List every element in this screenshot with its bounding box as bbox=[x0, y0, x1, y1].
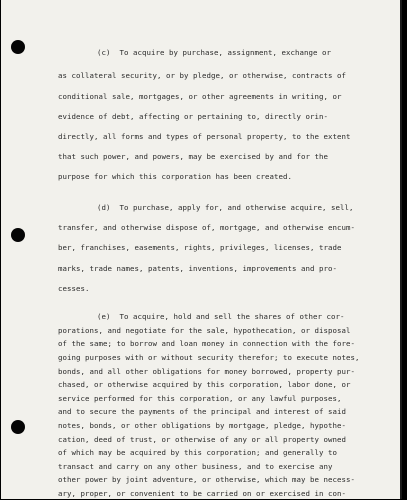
text-line: and to secure the payments of the principal and interest of said bbox=[58, 407, 346, 417]
text-line: purpose for which this corporation has been created. bbox=[58, 172, 292, 181]
text-line: chased, or otherwise acquired by this corporation, labor done, or bbox=[58, 380, 351, 390]
text-line: service performed for this corporation, or any lawful purposes, bbox=[58, 393, 342, 403]
text-line: (e) To acquire, hold and sell the shares of other cor- bbox=[97, 312, 345, 321]
text-line: cation, deed of trust, or otherwise of any or all property owned bbox=[58, 434, 346, 444]
text-line: transact and carry on any other business, and to exercise any bbox=[58, 461, 333, 471]
text-line: of which may be acquired by this corporation; and generally to bbox=[58, 448, 337, 458]
text-line: marks, trade names, patents, inventions, improvements and pro- bbox=[58, 264, 337, 273]
text-line: that such power, and powers, may be exercised by and for the bbox=[58, 152, 328, 161]
text-line: transfer, and otherwise dispose of, mortgage, and otherwise encum- bbox=[58, 223, 355, 232]
text-line: ary, proper, or convenient to be carried on or exercised in con- bbox=[58, 489, 346, 498]
text-line: notes, bonds, or other obligations by mortgage, pledge, hypothe- bbox=[58, 420, 346, 430]
text-line: directly, all forms and types of personal property, to the extent bbox=[58, 132, 351, 141]
text-line: (c) To acquire by purchase, assignment, exchange or bbox=[97, 48, 331, 57]
text-line: other power by joint adventure, or otherwise, which may be necess- bbox=[58, 475, 355, 485]
text-line: as collateral security, or by pledge, or otherwise, contracts of bbox=[58, 71, 346, 80]
punch-hole-bottom bbox=[11, 420, 25, 434]
text-line: conditional sale, mortgages, or other agreements in writing, or bbox=[58, 92, 342, 101]
text-line: porations, and negotiate for the sale, hypothecation, or disposal bbox=[58, 325, 351, 335]
text-line: of the same; to borrow and loan money in connection with the fore- bbox=[58, 339, 355, 349]
punch-hole-top bbox=[11, 40, 25, 54]
document-page bbox=[1, 0, 402, 499]
text-line: going purposes with or without security therefor; to execute notes, bbox=[58, 352, 360, 362]
punch-hole-middle bbox=[11, 228, 25, 242]
text-line: evidence of debt, affecting or pertaining to, directly orin- bbox=[58, 112, 328, 121]
text-line: bonds, and all other obligations for money borrowed, property pur- bbox=[58, 366, 355, 376]
text-line: (d) To purchase, apply for, and otherwise acquire, sell, bbox=[97, 203, 354, 212]
text-line: cesses. bbox=[58, 284, 90, 293]
text-line: ber, franchises, easements, rights, privileges, licenses, trade bbox=[58, 243, 342, 252]
